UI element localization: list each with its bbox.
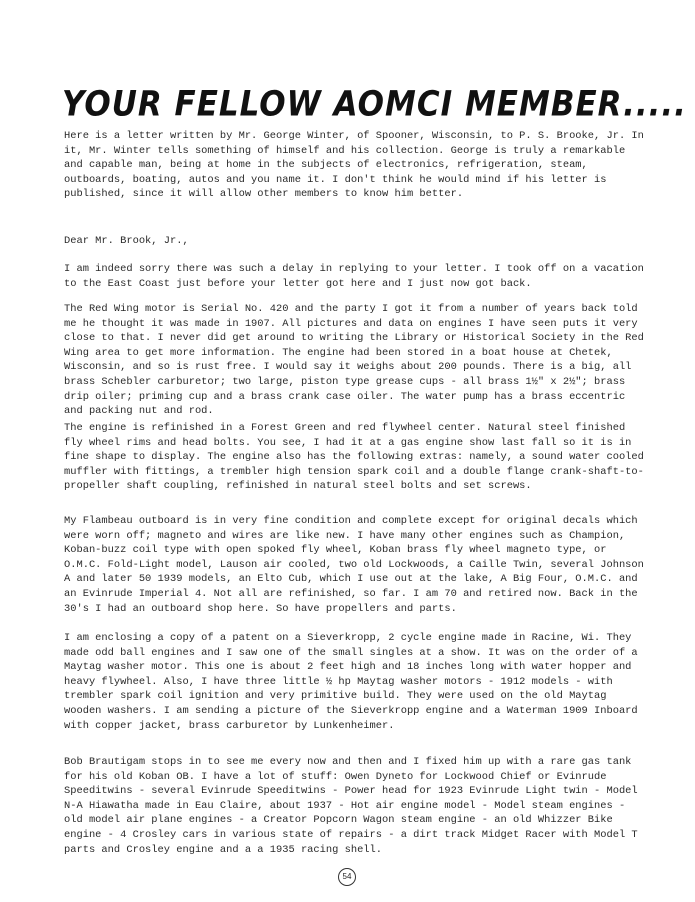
intro-paragraph — [64, 129, 644, 202]
paragraph-text: My Flambeau outboard is in very fine condition and complete except for original decals which were worn off; magneto and wires are like new. I have many other engines such as Champion, Koban-buzz coil type with open spoked fly wheel, Koban brass fly wheel magneto type, or O.M.C. Fold-Light model, Lauson air cooled, two old Lockwoods, a Caille Twin, several Johnson A and later 50 1939 models, an Elto Cub, which I use out at the lake, A Big Four, O.M.C. and an Evinrude Imperial 4. Not all are refinished, so far. I am 70 and retired now. Back in the 30's I had an outboard shop here. So have propellers and parts. — [64, 515, 644, 615]
salutation-text: Dear Mr. Brook, Jr., — [64, 235, 189, 247]
paragraph-text: I am enclosing a copy of a patent on a Sieverkropp, 2 cycle engine made in Racine, Wi. They made odd ball engines and I saw one of the small singles at a show. It was on the order of a Maytag washer motor. This one is about 2 feet high and 18 inches long with water hopper and heavy flywheel. Also, I have three little ½ hp Maytag washer motors - 1912 models - with trembler spark coil ignition and very primitive build. They were used on the old Maytag wooden washers. I am sending a picture of the Sieverkropp engine and a Waterman 1909 Inboard with copper jacket, brass carburetor by Lunkenheimer. — [64, 632, 638, 732]
paragraph-text: I am indeed sorry there was such a delay in replying to your letter. I took off on a vacation to the East Coast just before your letter got here and I just now got back. — [64, 263, 644, 290]
page-title: YOUR FELLOW AOMCI MEMBER..... — [62, 84, 687, 125]
letter-paragraph-1 — [64, 262, 644, 291]
paragraph-text: The engine is refinished in a Forest Green and red flywheel center. Natural steel finished fly wheel rims and head bolts. You see, I had it at a gas engine show last fall so it is in fine shape to display. The engine also has the following extras: namely, a sound water cooled muffler with fittings, a trembler high tension spark coil and a double flange crank-shaft-to-propeller shaft coupling, refinished in natural steel bolts and set screws. — [64, 422, 644, 493]
letter-salutation — [64, 234, 644, 249]
letter-paragraph-5 — [64, 631, 644, 733]
letter-paragraph-2 — [64, 302, 644, 419]
letter-paragraph-3 — [64, 421, 644, 494]
letter-paragraph-6 — [64, 755, 644, 857]
intro-text: Here is a letter written by Mr. George Winter, of Spooner, Wisconsin, to P. S. Brooke, Jr. In it, Mr. Winter tells something of himself and his collection. George is truly a remarkable and capable man, being at home in the subjects of electronics, refrigeration, steam, outboards, boating, autos and you name it. I don't think he would mind if his letter is published, since it will allow other members to know him better. — [64, 130, 644, 201]
paragraph-text: The Red Wing motor is Serial No. 420 and the party I got it from a number of years back told me he thought it was made in 1907. All pictures and data on engines I have seen puts it very close to that. I never did get around to writing the Library or Historical Society in the Red Wing area to get more information. The engine had been stored in a boat house at Chetek, Wisconsin, and so is rust free. I would say it weighs about 200 pounds. There is a big, all brass Schebler carburetor; two large, piston type grease cups - all brass 1½" x 2½"; brass drip oiler; priming cup and a brass crank case oiler. The water pump has a brass eccentric and packing nut and rod. — [64, 303, 644, 418]
letter-paragraph-4 — [64, 514, 644, 616]
page-number: 54 — [338, 868, 356, 886]
paragraph-text: Bob Brautigam stops in to see me every now and then and I fixed him up with a rare gas tank for his old Koban OB. I have a lot of stuff: Owen Dyneto for Lockwood Chief or Evinrude Speeditwins - several Evinrude Speeditwins - Power head for 1923 Evinrude Light twin - Model N-A Hiawatha made in Eau Claire, about 1937 - Hot air engine model - Model steam engines - old model air plane engines - a Creator Popcorn Wagon steam engine - an old Whizzer Bike engine - 4 Crosley cars in various state of repairs - a dirt track Midget Racer with Model T parts and Crosley engine and a a 1935 racing shell. — [64, 756, 638, 856]
